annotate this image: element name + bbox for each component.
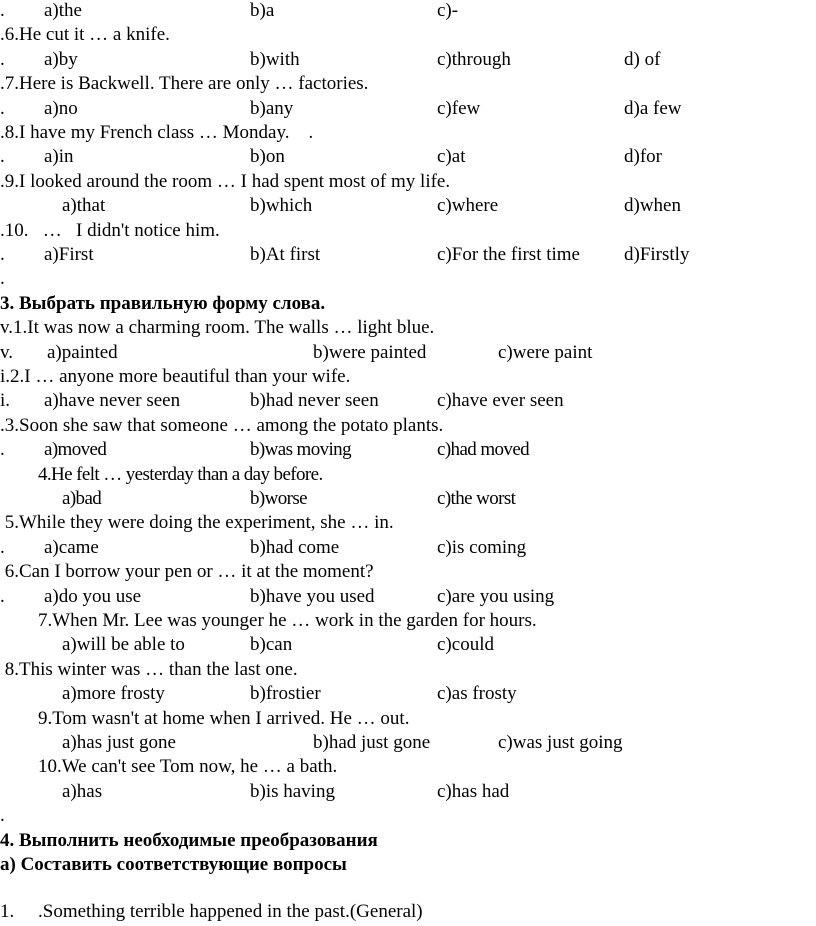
answer-option: c)through (437, 48, 511, 70)
answer-option: c)where (437, 195, 499, 217)
question-text: .7.Here is Backwell. There are only … factories. (0, 73, 369, 95)
line-prefix: v. (0, 341, 14, 363)
answer-option: a)no (44, 97, 78, 119)
question-text: 10.We can't see Tom now, he … a bath. (38, 756, 338, 778)
answer-option: c)few (437, 97, 481, 119)
answer-option: b)any (250, 97, 294, 119)
answer-option: a)has (62, 780, 103, 802)
answer-option: c)is coming (437, 536, 527, 558)
answer-option: b)had just gone (313, 732, 431, 753)
line-prefix: . (0, 97, 5, 119)
question-text: 1. .Something terrible happened in the past.(General) (0, 901, 423, 922)
answer-option: c)could (437, 634, 494, 656)
line-prefix: . (0, 439, 5, 461)
answer-option: b)worse (250, 488, 308, 509)
answer-option: b)was moving (250, 439, 351, 461)
answer-option: c)the worst (437, 488, 516, 509)
answer-option: a)do you use (44, 585, 142, 607)
answer-option: a)in (44, 146, 74, 168)
answer-option: d)a few (624, 97, 682, 119)
answer-option: d) of (624, 48, 661, 70)
answer-option: c)have ever seen (437, 390, 564, 412)
answer-option: a)that (62, 195, 106, 217)
question-text: 5.While they were doing the experiment, she … in. (0, 512, 394, 534)
answer-option: b)is having (250, 780, 335, 802)
answer-option: b)had never seen (250, 390, 379, 412)
answer-option: a)bad (62, 488, 102, 509)
line-prefix: i. (0, 390, 11, 412)
answer-option: b)have you used (250, 585, 375, 607)
answer-option: d)when (624, 195, 681, 217)
question-text: . (0, 268, 5, 290)
section-heading-text: 4. Выполнить необходимые преобразования (0, 829, 378, 851)
answer-option: b)At first (250, 244, 321, 265)
answer-option: c)are you using (437, 585, 555, 607)
answer-option: b)which (250, 195, 313, 217)
line-prefix: . (0, 0, 5, 21)
answer-option: d)Firstly (624, 244, 690, 265)
line-prefix: . (0, 244, 5, 265)
answer-option: a)the (44, 0, 82, 21)
question-text: .6.He cut it … a knife. (0, 24, 170, 46)
answer-option: a)has just gone (62, 732, 176, 753)
question-text: 6.Can I borrow your pen or … it at the moment? (0, 561, 374, 583)
answer-option: c)had moved (437, 439, 530, 461)
answer-option: b)had come (250, 536, 340, 558)
line-prefix: . (0, 585, 5, 607)
question-text: 4.He felt … yesterday than a day before. (38, 463, 323, 485)
question-text: 9.Tom wasn't at home when I arrived. He … out. (38, 707, 410, 729)
answer-option: c)at (437, 146, 466, 168)
answer-option: a)will be able to (62, 634, 185, 656)
answer-option: c)as frosty (437, 683, 517, 705)
question-text: .9.I looked around the room … I had spent most of my life. (0, 170, 451, 192)
answer-option: a)painted (47, 341, 118, 363)
line-prefix: . (0, 536, 5, 558)
question-text: .10. … I didn't notice him. (0, 219, 220, 241)
answer-option: c)was just going (498, 732, 623, 753)
line-prefix: . (0, 146, 5, 168)
question-text: 8.This winter was … than the last one. (0, 658, 298, 680)
answer-option: c)were paint (498, 341, 593, 363)
section-heading-text: а) Составить соответствующие вопросы (0, 854, 347, 875)
answer-option: c)- (437, 0, 459, 21)
question-text: . (0, 805, 5, 827)
question-text: .8.I have my French class … Monday. . (0, 122, 314, 143)
answer-option: a)have never seen (44, 390, 181, 412)
question-text: 7.When Mr. Lee was younger he … work in the garden for hours. (38, 610, 537, 631)
line-prefix: . (0, 48, 5, 70)
answer-option: b)a (250, 0, 275, 21)
question-text: v.1.It was now a charming room. The walls … light blue. (0, 317, 435, 339)
answer-option: b)can (250, 634, 293, 656)
answer-option: a)by (44, 48, 78, 70)
section-heading-text: 3. Выбрать правильную форму слова. (0, 292, 326, 314)
answer-option: a)First (44, 244, 94, 265)
answer-option: a)came (44, 536, 99, 558)
answer-option: a)moved (44, 439, 107, 461)
answer-option: a)more frosty (62, 683, 165, 705)
question-text: i.2.I … anyone more beautiful than your wife. (0, 366, 351, 387)
answer-option: b)frostier (250, 683, 321, 705)
answer-option: b)with (250, 48, 300, 70)
answer-option: b)were painted (313, 341, 427, 363)
answer-option: c)For the first time (437, 244, 580, 265)
answer-option: c)has had (437, 780, 510, 802)
question-text: .3.Soon she saw that someone … among the potato plants. (0, 414, 444, 436)
answer-option: b)on (250, 146, 285, 168)
answer-option: d)for (624, 146, 662, 168)
